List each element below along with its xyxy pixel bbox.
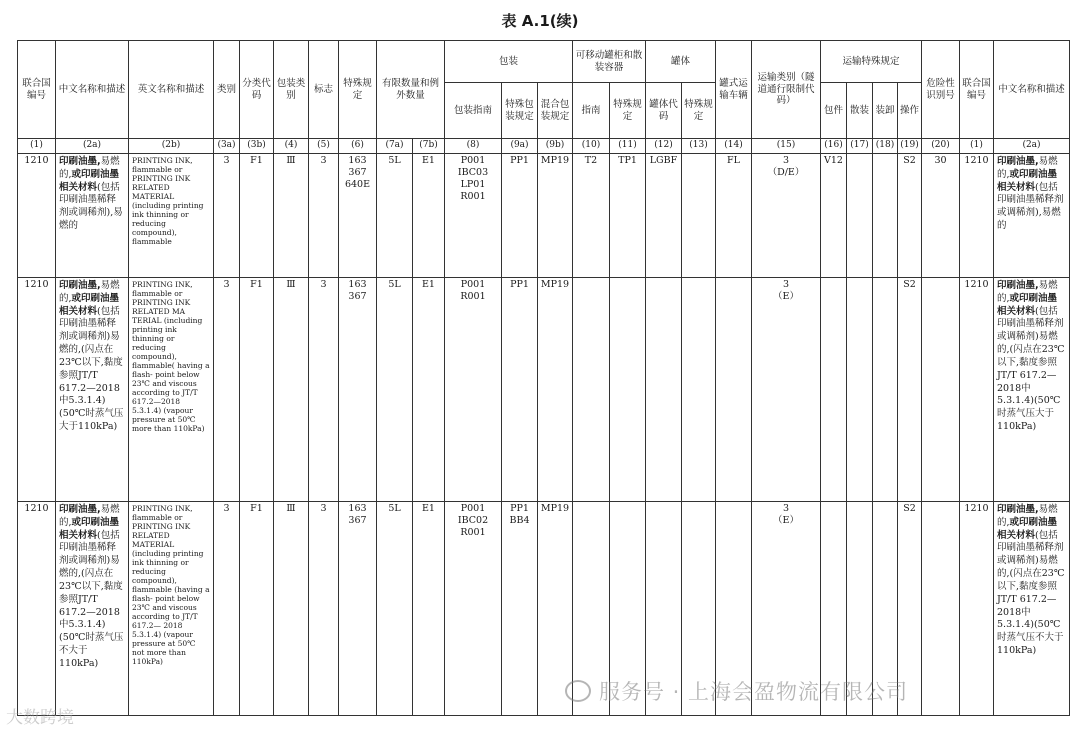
pt-instructions-cell: T2 bbox=[573, 154, 610, 278]
name-cn-bold: 印刷油墨, bbox=[997, 504, 1039, 515]
col-tanks: 罐体 bbox=[646, 41, 716, 83]
col-num: (10) bbox=[573, 139, 610, 154]
hazard-id-cell bbox=[922, 278, 960, 502]
name-cn-text: (包括印刷油墨稀释剂或调稀剂)易燃的,(闪点在23℃以下,黏度参照JT/T 617.2—2018中5.3.1.4)(50℃时蒸气压不大于110kPa) bbox=[997, 529, 1065, 656]
packages-cell: V12 bbox=[821, 154, 847, 278]
name-cn-bold: 印刷油墨, bbox=[59, 280, 101, 291]
table-row bbox=[18, 502, 1070, 716]
table-title: 表 A.1(续) bbox=[501, 12, 579, 30]
un-number-2-cell: 1210 bbox=[960, 154, 994, 278]
excepted-qty-cell: E1 bbox=[413, 502, 445, 716]
col-num: (9b) bbox=[538, 139, 573, 154]
mixed-packing-cell: MP19 bbox=[538, 502, 573, 716]
name-cn-text: 易燃的, bbox=[59, 280, 120, 304]
special-packing-cell: PP1 BB4 bbox=[502, 502, 538, 716]
col-num: (8) bbox=[445, 139, 502, 154]
col-num: (11) bbox=[610, 139, 646, 154]
name-cn-text: 易燃的, bbox=[59, 156, 120, 180]
packing-group-cell: Ⅲ bbox=[274, 502, 309, 716]
col-class-code: 分类代码 bbox=[240, 41, 274, 139]
special-packing-cell: PP1 bbox=[502, 278, 538, 502]
pt-special-cell: TP1 bbox=[610, 154, 646, 278]
un-number-2-cell: 1210 bbox=[960, 502, 994, 716]
col-labels: 标志 bbox=[309, 41, 339, 139]
col-tank-code: 罐体代码 bbox=[646, 83, 682, 139]
un-number-cell: 1210 bbox=[18, 502, 56, 716]
name-cn-bold: 印刷油墨, bbox=[59, 156, 101, 167]
col-special-provisions: 特殊规定 bbox=[339, 41, 377, 139]
col-special-transport: 运输特殊规定 bbox=[821, 41, 922, 83]
col-tank-special: 特殊规定 bbox=[682, 83, 716, 139]
col-un-number: 联合国编号 bbox=[18, 41, 56, 139]
col-portable-tanks: 可移动罐柜和散装容器 bbox=[573, 41, 646, 83]
label-cell: 3 bbox=[309, 502, 339, 716]
hazard-id-cell bbox=[922, 502, 960, 716]
col-packaging: 包装 bbox=[445, 41, 573, 83]
col-operation: 操作 bbox=[898, 83, 922, 139]
bulk-cell bbox=[847, 278, 873, 502]
transport-category-cell: 3 （D/E） bbox=[752, 154, 821, 278]
name-cn-text: (包括印刷油墨稀释剂或调稀剂)易燃的,(闪点在23℃以下,黏度参照JT/T 617.2—2018中5.3.1.4)(50℃时蒸气压不大于110kPa) bbox=[59, 529, 124, 669]
name-cn-bold: 或印刷油墨相关材料 bbox=[997, 516, 1058, 541]
col-name-en: 英文名称和描述 bbox=[129, 41, 214, 139]
class-cell: 3 bbox=[214, 502, 240, 716]
mixed-packing-cell: MP19 bbox=[538, 154, 573, 278]
un-number-2-cell: 1210 bbox=[960, 278, 994, 502]
col-num: (7b) bbox=[413, 139, 445, 154]
class-cell: 3 bbox=[214, 154, 240, 278]
hazard-id-cell: 30 bbox=[922, 154, 960, 278]
bulk-cell bbox=[847, 154, 873, 278]
dangerous-goods-table bbox=[17, 40, 1070, 716]
watermark bbox=[565, 676, 908, 706]
mixed-packing-cell: MP19 bbox=[538, 278, 573, 502]
name-cn-text: (包括印刷油墨稀释剂或调稀剂)易燃的,(闪点在23℃以下,黏度参照JT/T 617.2—2018中5.3.1.4)(50℃时蒸气压大于110kPa) bbox=[59, 305, 124, 432]
col-name-cn-2: 中文名称和描述 bbox=[994, 41, 1070, 139]
col-hazard-id: 危险性识别号 bbox=[922, 41, 960, 139]
name-cn-cell bbox=[56, 154, 129, 278]
col-num: (17) bbox=[847, 139, 873, 154]
col-num: (2a) bbox=[994, 139, 1070, 154]
pt-special-cell bbox=[610, 278, 646, 502]
name-cn-2-cell bbox=[994, 154, 1070, 278]
packing-group-cell: Ⅲ bbox=[274, 154, 309, 278]
name-cn-bold: 或印刷油墨相关材料 bbox=[997, 292, 1058, 317]
packing-instructions-cell: P001 R001 bbox=[445, 278, 502, 502]
col-num: (16) bbox=[821, 139, 847, 154]
col-num: (14) bbox=[716, 139, 752, 154]
tank-special-cell bbox=[682, 278, 716, 502]
name-cn-text: 易燃的, bbox=[997, 504, 1058, 528]
col-num: (9a) bbox=[502, 139, 538, 154]
transport-category-cell: 3 （E） bbox=[752, 278, 821, 502]
col-loading: 装卸 bbox=[873, 83, 898, 139]
name-en-cell: PRINTING INK, flammable or PRINTING INK RELATED MATERIAL (including printing ink thinning or reducing compound), flammable (having a flash- point below 23℃ and viscous according to JT/T 617.2— 2018 5.3.1.4) (vapour pressure at 50℃ not more than 110kPa) bbox=[129, 502, 214, 716]
col-num: (18) bbox=[873, 139, 898, 154]
table-row bbox=[18, 278, 1070, 502]
name-cn-bold: 印刷油墨, bbox=[997, 156, 1039, 167]
class-code-cell: F1 bbox=[240, 278, 274, 502]
col-bulk: 散装 bbox=[847, 83, 873, 139]
col-num: (2b) bbox=[129, 139, 214, 154]
col-class: 类别 bbox=[214, 41, 240, 139]
col-limited-excepted: 有限数量和例外数量 bbox=[377, 41, 445, 139]
name-cn-text: 易燃的, bbox=[59, 504, 120, 528]
col-num: (15) bbox=[752, 139, 821, 154]
col-packing-group: 包装类别 bbox=[274, 41, 309, 139]
col-num: (5) bbox=[309, 139, 339, 154]
special-provisions-cell: 163 367 640E bbox=[339, 154, 377, 278]
name-cn-text: (包括印刷油墨稀释剂或调稀剂)易燃的,(闪点在23℃以下,黏度参照JT/T 617.2—2018中5.3.1.4)(50℃时蒸气压大于110kPa) bbox=[997, 305, 1065, 432]
col-transport-category: 运输类别（隧道通行限制代码） bbox=[752, 41, 821, 139]
col-num: (4) bbox=[274, 139, 309, 154]
label-cell: 3 bbox=[309, 154, 339, 278]
operation-cell: S2 bbox=[898, 278, 922, 502]
col-num: (7a) bbox=[377, 139, 413, 154]
col-num: (3a) bbox=[214, 139, 240, 154]
packing-instructions-cell: P001 IBC02 R001 bbox=[445, 502, 502, 716]
col-num: (12) bbox=[646, 139, 682, 154]
excepted-qty-cell: E1 bbox=[413, 154, 445, 278]
name-cn-cell bbox=[56, 278, 129, 502]
col-un-number-2: 联合国编号 bbox=[960, 41, 994, 139]
watermark-corner: 大数跨境 bbox=[6, 708, 74, 728]
operation-cell: S2 bbox=[898, 502, 922, 716]
tank-vehicle-cell: FL bbox=[716, 154, 752, 278]
name-cn-bold: 或印刷油墨相关材料 bbox=[59, 516, 120, 541]
loading-cell bbox=[873, 278, 898, 502]
limited-qty-cell: 5L bbox=[377, 278, 413, 502]
name-en-cell: PRINTING INK, flammable or PRINTING INK RELATED MA TERIAL (including printing ink thinning or reducing compound), flammable( having a flash- point below 23℃ and viscous according to JT/T 617.2—2018 5.3.1.4) (vapour pressure at 50℃ more than 110kPa) bbox=[129, 278, 214, 502]
col-num: (6) bbox=[339, 139, 377, 154]
name-cn-2-cell bbox=[994, 502, 1070, 716]
loading-cell bbox=[873, 154, 898, 278]
col-num: (1) bbox=[960, 139, 994, 154]
special-provisions-cell: 163 367 bbox=[339, 502, 377, 716]
name-cn-bold: 印刷油墨, bbox=[59, 504, 101, 515]
packing-instructions-cell: P001 IBC03 LP01 R001 bbox=[445, 154, 502, 278]
col-num: (1) bbox=[18, 139, 56, 154]
special-packing-cell: PP1 bbox=[502, 154, 538, 278]
col-pt-instructions: 指南 bbox=[573, 83, 610, 139]
limited-qty-cell: 5L bbox=[377, 502, 413, 716]
tank-code-cell bbox=[646, 278, 682, 502]
col-tank-vehicle: 罐式运输车辆 bbox=[716, 41, 752, 139]
special-provisions-cell: 163 367 bbox=[339, 278, 377, 502]
class-code-cell: F1 bbox=[240, 154, 274, 278]
transport-category-cell: 3 （E） bbox=[752, 502, 821, 716]
un-number-cell: 1210 bbox=[18, 278, 56, 502]
col-name-cn: 中文名称和描述 bbox=[56, 41, 129, 139]
col-num: (13) bbox=[682, 139, 716, 154]
wechat-icon bbox=[565, 680, 591, 702]
name-cn-bold: 印刷油墨, bbox=[997, 280, 1039, 291]
col-num: (19) bbox=[898, 139, 922, 154]
col-packing-instructions: 包装指南 bbox=[445, 83, 502, 139]
col-pt-special: 特殊规定 bbox=[610, 83, 646, 139]
tank-code-cell: LGBF bbox=[646, 154, 682, 278]
tank-special-cell bbox=[682, 154, 716, 278]
col-num: (20) bbox=[922, 139, 960, 154]
excepted-qty-cell: E1 bbox=[413, 278, 445, 502]
name-cn-text: (包括印刷油墨稀释剂或调稀剂),易燃的 bbox=[59, 181, 123, 232]
col-num: (3b) bbox=[240, 139, 274, 154]
class-cell: 3 bbox=[214, 278, 240, 502]
name-cn-text: (包括印刷油墨稀释剂或调稀剂),易燃的 bbox=[997, 181, 1064, 232]
name-cn-bold: 或印刷油墨相关材料 bbox=[59, 168, 120, 193]
col-special-packing: 特殊包装规定 bbox=[502, 83, 538, 139]
watermark-text: 服务号 · 上海会盈物流有限公司 bbox=[599, 680, 909, 704]
name-cn-text: 易燃的, bbox=[997, 156, 1058, 180]
name-cn-text: 易燃的, bbox=[997, 280, 1058, 304]
packages-cell bbox=[821, 278, 847, 502]
operation-cell: S2 bbox=[898, 154, 922, 278]
limited-qty-cell: 5L bbox=[377, 154, 413, 278]
un-number-cell: 1210 bbox=[18, 154, 56, 278]
name-en-cell: PRINTING INK, flammable or PRINTING INK RELATED MATERIAL (including printing ink thinning or reducing compound), flammable bbox=[129, 154, 214, 278]
packing-group-cell: Ⅲ bbox=[274, 278, 309, 502]
col-num: (2a) bbox=[56, 139, 129, 154]
col-packages: 包件 bbox=[821, 83, 847, 139]
name-cn-bold: 或印刷油墨相关材料 bbox=[997, 168, 1058, 193]
name-cn-2-cell bbox=[994, 278, 1070, 502]
col-mixed-packing: 混合包装规定 bbox=[538, 83, 573, 139]
class-code-cell: F1 bbox=[240, 502, 274, 716]
column-number-row bbox=[18, 139, 1070, 154]
name-cn-bold: 或印刷油墨相关材料 bbox=[59, 292, 120, 317]
tank-vehicle-cell bbox=[716, 278, 752, 502]
label-cell: 3 bbox=[309, 278, 339, 502]
name-cn-cell bbox=[56, 502, 129, 716]
table-row bbox=[18, 154, 1070, 278]
pt-instructions-cell bbox=[573, 278, 610, 502]
